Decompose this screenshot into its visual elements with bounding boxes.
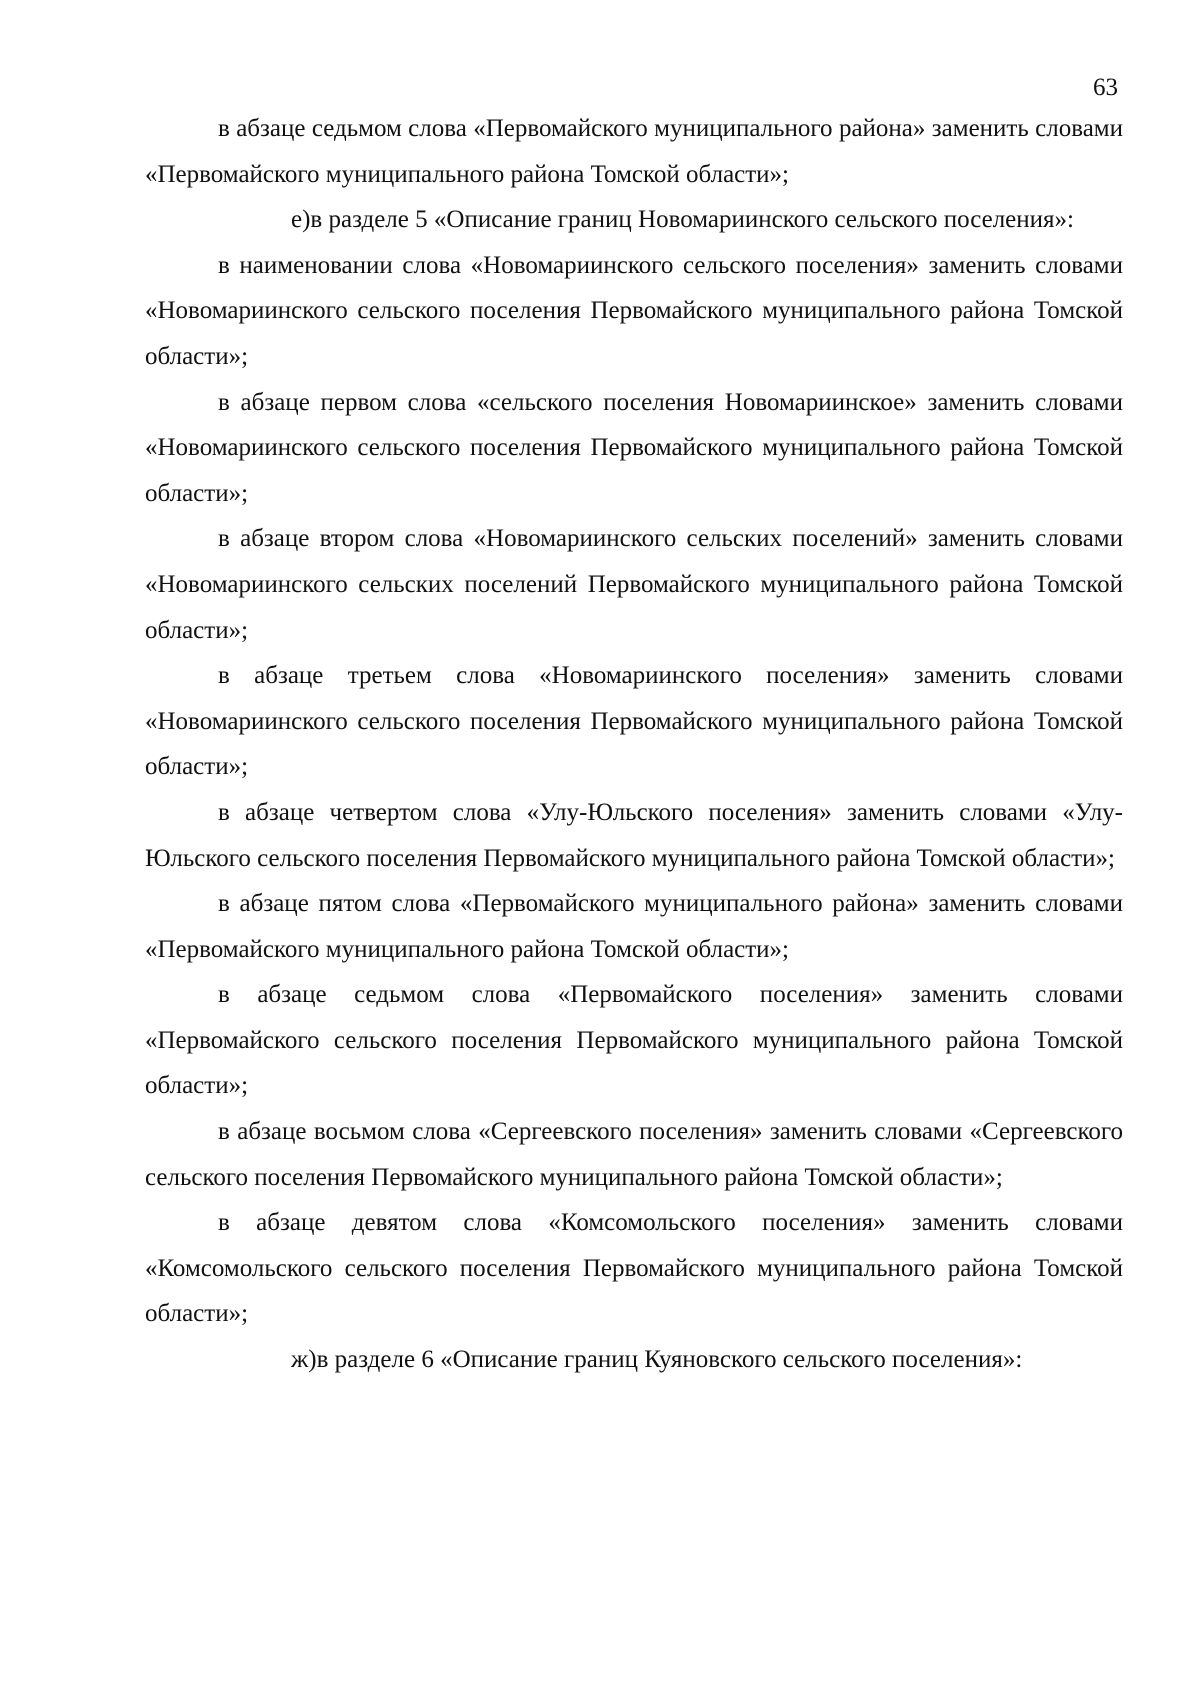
item-letter: е) <box>291 206 311 234</box>
paragraph: в абзаце девятом слова «Комсомольского поселения» заменить словами «Комсомольского сельского поселения Первомайского муниципального района Томской области»; <box>145 1209 1123 1328</box>
list-item-e <box>145 197 1123 243</box>
paragraph: в абзаце первом слова «сельского поселения Новомариинское» заменить словами «Новомариинского сельского поселения Первомайского муниципального района Томской области»; <box>145 388 1123 507</box>
paragraph: в абзаце седьмом слова «Первомайского поселения» заменить словами «Первомайского сельского поселения Первомайского муниципального района Томской области»; <box>145 981 1123 1100</box>
paragraph: в абзаце третьем слова «Новомариинского поселения» заменить словами «Новомариинского сельского поселения Первомайского муниципального района Томской области»; <box>145 662 1123 781</box>
paragraph: в абзаце пятом слова «Первомайского муниципального района» заменить словами «Первомайского муниципального района Томской области»; <box>145 890 1123 963</box>
paragraph: в наименовании слова «Новомариинского сельского поселения» заменить словами «Новомариинского сельского поселения Первомайского муниципального района Томской области»; <box>145 251 1123 370</box>
paragraph: в абзаце седьмом слова «Первомайского муниципального района» заменить словами «Первомайского муниципального района Томской области»; <box>145 115 1123 188</box>
paragraph: в абзаце восьмом слова «Сергеевского поселения» заменить словами «Сергеевского сельского поселения Первомайского муниципального района Томской области»; <box>145 1118 1123 1191</box>
paragraph: в абзаце четвертом слова «Улу-Юльского поселения» заменить словами «Улу-Юльского сельского поселения Первомайского муниципального района Томской области»; <box>145 798 1123 872</box>
item-text: в разделе 5 «Описание границ Новомариинского сельского поселения»: <box>310 206 1074 234</box>
document-body <box>145 106 1123 1383</box>
list-item-zh <box>145 1337 1123 1383</box>
item-text: в разделе 6 «Описание границ Куяновского сельского поселения»: <box>316 1346 1023 1374</box>
page-number: 63 <box>1093 74 1118 101</box>
item-letter: ж) <box>291 1346 317 1374</box>
paragraph: в абзаце втором слова «Новомариинского сельских поселений» заменить словами «Новомариинского сельских поселений Первомайского муниципального района Томской области»; <box>145 525 1123 644</box>
